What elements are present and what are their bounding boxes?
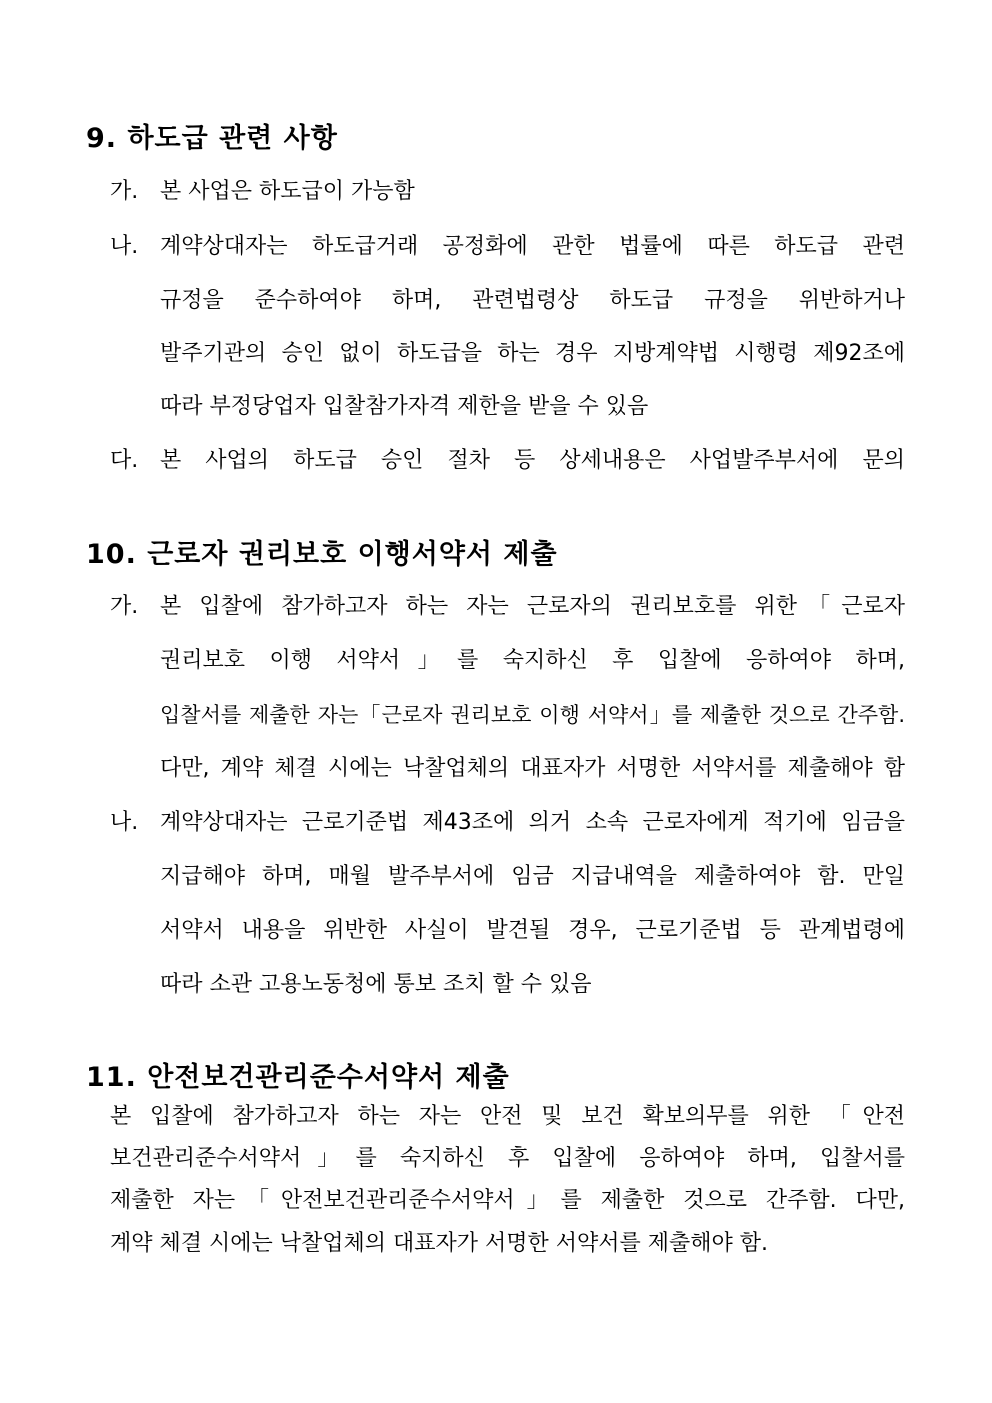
item-marker: 가. [110,594,139,619]
item-marker: 다. [110,448,139,473]
item-line: 지급해야 하며, 매월 발주부서에 임금 지급내역을 제출하여야 함. 만일 [160,864,905,889]
item-line: 계약상대자는 근로기준법 제43조에 의거 소속 근로자에게 적기에 임금을 [160,810,905,835]
item-marker: 나. [110,810,139,835]
item-line: 입찰서를 제출한 자는「근로자 권리보호 이행 서약서」를 제출한 것으로 간주함. [160,703,905,727]
paragraph-line: 본 입찰에 참가하고자 하는 자는 안전 및 보건 확보의무를 위한 「안전 [110,1104,905,1129]
item-line: 본 사업은 하도급이 가능함 [160,179,415,204]
paragraph-line: 제출한 자는「안전보건관리준수서약서」를 제출한 것으로 간주함. 다만, [110,1188,905,1213]
item-line: 본 입찰에 참가하고자 하는 자는 근로자의 권리보호를 위한「근로자 [160,594,905,619]
section-11-title: 11. 안전보건관리준수서약서 제출 [86,1062,510,1093]
item-line: 서약서 내용을 위반한 사실이 발견될 경우, 근로기준법 등 관계법령에 [160,918,905,943]
paragraph-line: 보건관리준수서약서」를 숙지하신 후 입찰에 응하여야 하며, 입찰서를 [110,1146,905,1171]
section-10-title: 10. 근로자 권리보호 이행서약서 제출 [86,539,558,570]
section-9-title: 9. 하도급 관련 사항 [86,123,338,154]
item-marker: 가. [110,179,139,204]
item-line: 따라 소관 고용노동청에 통보 조치 할 수 있음 [160,972,592,997]
item-marker: 나. [110,234,139,259]
item-line: 권리보호 이행 서약서」를 숙지하신 후 입찰에 응하여야 하며, [160,648,905,673]
item-line: 발주기관의 승인 없이 하도급을 하는 경우 지방계약법 시행령 제92조에 [160,341,905,366]
item-line: 다만, 계약 체결 시에는 낙찰업체의 대표자가 서명한 서약서를 제출해야 함 [160,756,905,781]
item-line: 따라 부정당업자 입찰참가자격 제한을 받을 수 있음 [160,394,649,419]
item-line: 규정을 준수하여야 하며, 관련법령상 하도급 규정을 위반하거나 [160,288,905,313]
paragraph-line: 계약 체결 시에는 낙찰업체의 대표자가 서명한 서약서를 제출해야 함. [110,1231,768,1256]
item-line: 본 사업의 하도급 승인 절차 등 상세내용은 사업발주부서에 문의 [160,448,905,473]
item-line: 계약상대자는 하도급거래 공정화에 관한 법률에 따른 하도급 관련 [160,234,905,259]
